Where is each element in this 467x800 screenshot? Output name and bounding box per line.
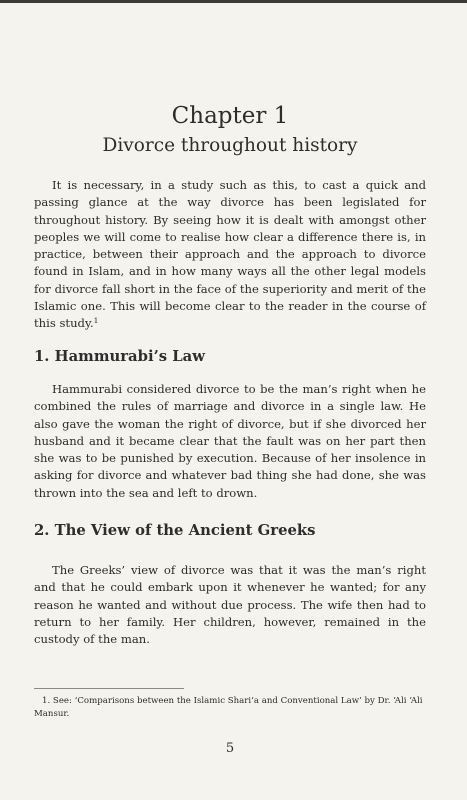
chapter-number: Chapter 1 xyxy=(171,103,289,129)
section-heading-ancient-greeks: 2. The View of the Ancient Greeks xyxy=(34,522,316,539)
footnote: 1. See: ‘Comparisons between the Islamic Shari‘a and Conventional Law’ by Dr. ‘Ali ‘Ali Mansur. xyxy=(34,696,423,719)
section-heading-hammurabi: 1. Hammurabi’s Law xyxy=(34,348,205,365)
footnote-marker: 1 xyxy=(93,316,99,326)
page-number: 5 xyxy=(225,741,235,756)
section-paragraph-hammurabi: Hammurabi considered divorce to be the man’s right when he combined the rules of marriage and divorce in a single law. He also gave the woman the right of divorce, but if she divorced her husband and it became clear that the fault was on her part then she was to be punished by execution. Because of her insolence in asking for divorce and whatever bad thing she had done, she was thrown into the sea and left to drown. xyxy=(34,382,426,500)
footnote-divider xyxy=(34,688,184,689)
section-paragraph-ancient-greeks: The Greeks’ view of divorce was that it was the man’s right and that he could embark upon it whenever he wanted; for any reason he wanted and without due process. The wife then had to return to her family. Her children, however, remained in the custody of the man. xyxy=(34,563,426,647)
intro-paragraph xyxy=(34,177,426,333)
book-page xyxy=(34,0,426,800)
chapter-title: Divorce throughout history xyxy=(102,135,358,156)
intro-paragraph-text: It is necessary, in a study such as this, to cast a quick and passing glance at the way divorce has been legislated for throughout history. By seeing how it is dealt with amongst other peoples we will come to realise how clear a difference there is, in practice, between their approach and the approach to divorce found in Islam, and in how many ways all the other legal models for divorce fall short in the face of the superiority and merit of the Islamic one. This will become clear to the reader in the course of this study. xyxy=(34,178,426,331)
